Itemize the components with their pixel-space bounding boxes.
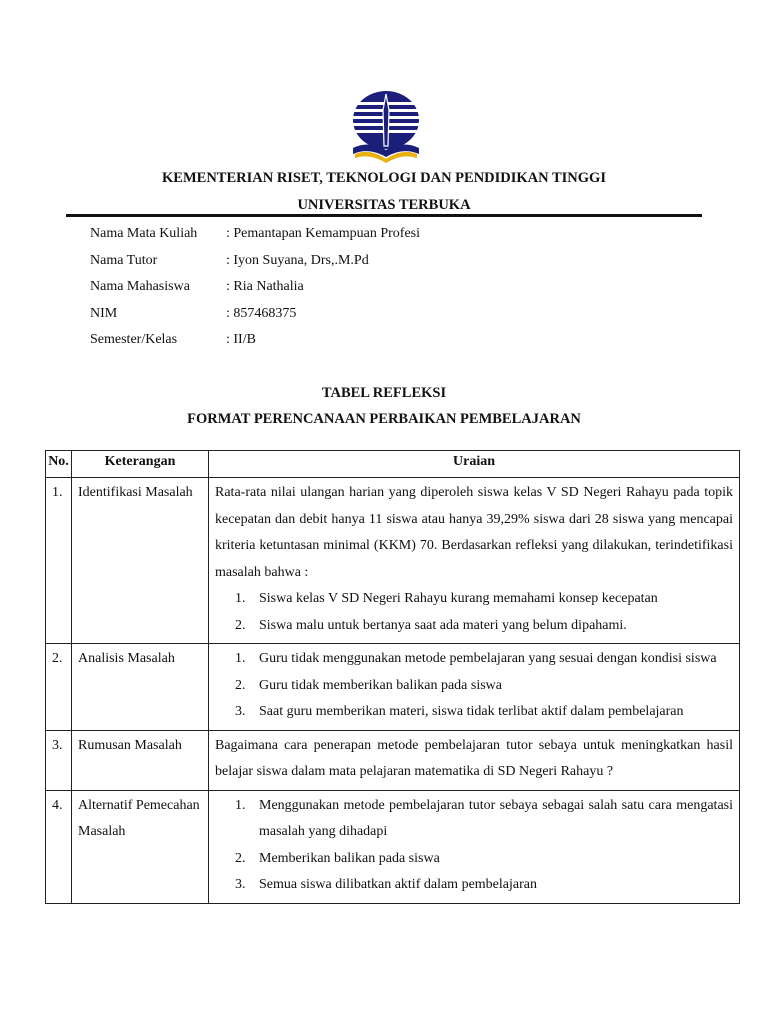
info-value: : II/B [226,332,256,347]
row-number: 3. [46,730,72,790]
list-number: 2. [235,677,246,693]
info-row-nim [90,304,420,331]
table-subtitle: FORMAT PERENCANAAN PERBAIKAN PEMBELAJARAN [187,411,581,427]
university-heading: UNIVERSITAS TERBUKA [297,197,471,213]
row-uraian [209,730,740,790]
list-item [215,586,733,613]
info-label: Nama Mata Kuliah [90,226,198,241]
list-item [215,646,733,673]
header-divider [66,214,702,217]
list-number: 2. [235,617,246,633]
list-text: Memberikan balikan pada siswa [259,850,440,866]
course-info [90,224,420,357]
info-value: : Pemantapan Kemampuan Profesi [226,226,421,241]
list-text: Siswa kelas V SD Negeri Rahayu kurang memahami konsep kecepatan [259,591,658,606]
list-item [215,673,733,700]
row-uraian [209,644,740,731]
list-number: 1. [235,651,246,666]
info-value: : Iyon Suyana, Drs,.M.Pd [226,252,369,268]
table-row [46,790,740,903]
uraian-list [215,646,733,726]
table-row [46,478,740,644]
uraian-list [215,793,733,899]
row-uraian [209,478,740,644]
list-text: Saat guru memberikan materi, siswa tidak terlibat aktif dalam pembelajaran [259,704,684,719]
info-label: Semester/Kelas [90,332,178,347]
table-title: TABEL REFLEKSI [321,385,447,401]
uraian-paragraph: Rata-rata nilai ulangan harian yang diperoleh siswa kelas V SD Negeri Rahayu pada topik kecepatan dan debit hanya 11 siswa atau hanya 39,29% siswa dari 28 siswa yang mencapai kriteria ketuntasan minimal (KKM) 70. Berdasarkan refleksi yang dilakukan, terindetifikasi masalah bahwa : [215,485,733,580]
header-uraian: Uraian [209,451,740,478]
row-number: 4. [46,790,72,903]
row-number: 1. [46,478,72,644]
row-keterangan: Alternatif Pemecahan Masalah [72,790,209,903]
info-value: : Ria Nathalia [226,279,304,294]
list-item [215,872,733,899]
row-keterangan: Rumusan Masalah [72,730,209,790]
info-label: Nama Mahasiswa [90,279,190,294]
list-text: Siswa malu untuk bertanya saat ada materi yang belum dipahami. [259,617,627,633]
ministry-heading: KEMENTERIAN RISET, TEKNOLOGI DAN PENDIDIKAN TINGGI [162,170,606,186]
table-header-row [46,451,740,478]
uraian-paragraph: Bagaimana cara penerapan metode pembelajaran tutor sebaya untuk meningkatkan hasil belajar siswa dalam mata pelajaran matematika di SD Negeri Rahayu ? [215,737,733,779]
reflection-table [45,450,740,904]
table-row [46,644,740,731]
row-uraian [209,790,740,903]
list-number: 1. [235,591,246,606]
list-text: Menggunakan metode pembelajaran tutor sebaya sebagai salah satu cara mengatasi masalah yang dihadapi [259,797,733,839]
list-item [215,793,733,846]
header-keterangan: Keterangan [72,451,209,478]
list-text: Guru tidak memberikan balikan pada siswa [259,677,502,693]
list-text: Guru tidak menggunakan metode pembelajaran yang sesuai dengan kondisi siswa [259,651,717,666]
list-item [215,699,733,726]
university-logo [347,90,425,166]
list-number: 3. [235,877,246,892]
info-value: : 857468375 [226,305,297,321]
info-row-semester [90,330,420,357]
row-keterangan: Identifikasi Masalah [72,478,209,644]
list-number: 3. [235,704,246,719]
table-row [46,730,740,790]
list-text: Semua siswa dilibatkan aktif dalam pembelajaran [259,877,537,892]
row-number: 2. [46,644,72,731]
info-label: NIM [90,305,118,321]
list-item [215,613,733,640]
list-number: 1. [235,797,246,813]
info-row-course [90,224,420,251]
uraian-list [215,586,733,639]
list-item [215,846,733,873]
header-no: No. [46,451,72,478]
info-label: Nama Tutor [90,252,158,268]
row-keterangan: Analisis Masalah [72,644,209,731]
info-row-tutor [90,251,420,278]
list-number: 2. [235,850,246,866]
info-row-student [90,277,420,304]
